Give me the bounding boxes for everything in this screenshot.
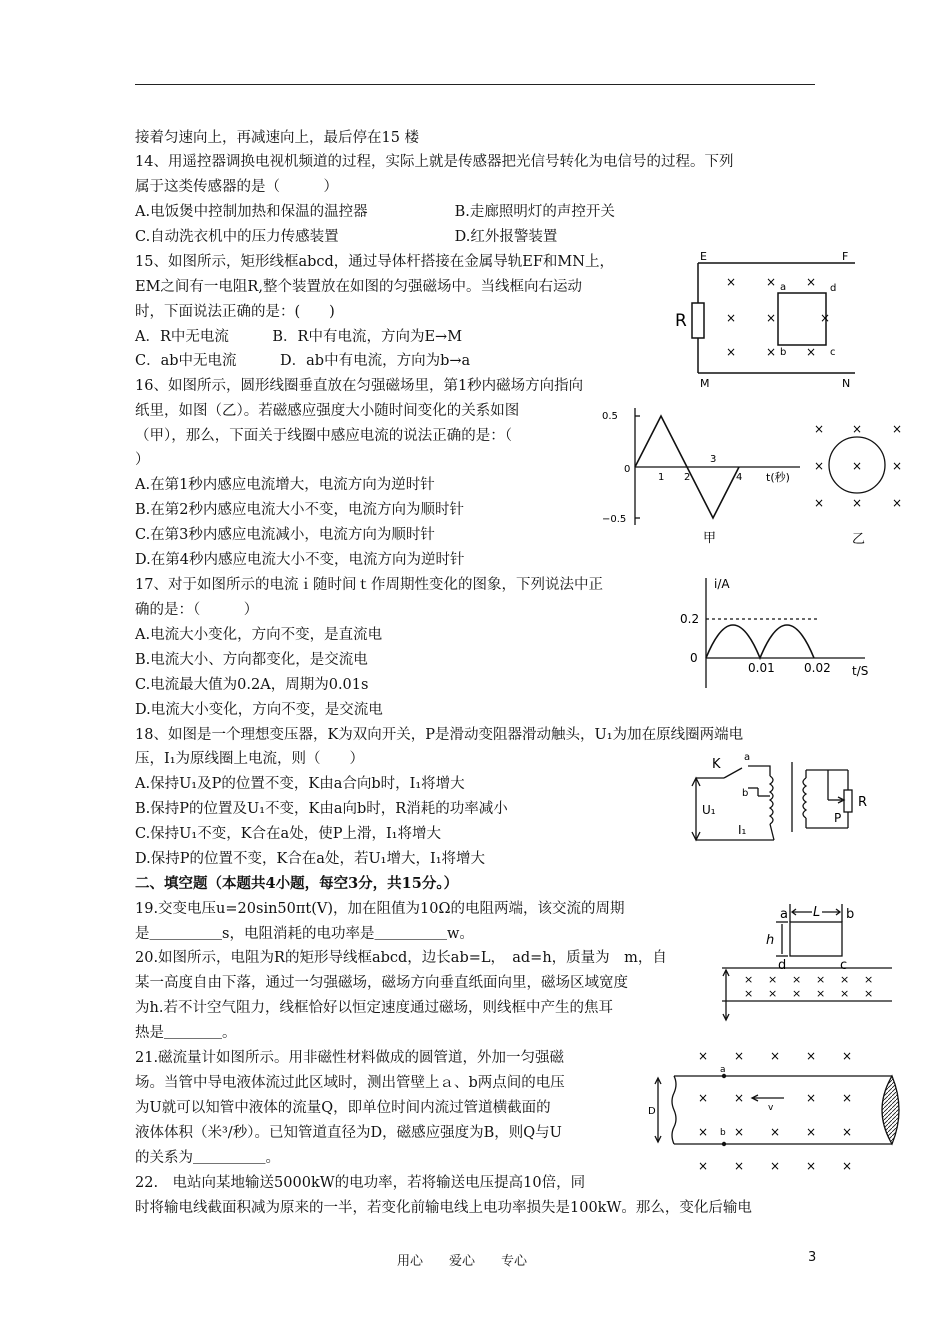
section-heading: 二、填空题（本题共4小题，每空3分，共15分。） [135, 875, 459, 892]
label-d: d [778, 958, 787, 973]
question-18: 18、如图是一个理想变压器，K为双向开关，P是滑动变阻器滑动触头，U₁为加在原线圈两端电 [135, 727, 744, 743]
option-line: C．ab中无电流 D．ab中有电流，方向为b→a [135, 353, 471, 369]
field-cross: × [842, 1049, 853, 1063]
q21-flowmeter-figure [644, 1044, 920, 1174]
y-tick-zero: 0 [690, 651, 698, 665]
label-I1: I₁ [738, 823, 747, 837]
field-cross: × [806, 275, 817, 289]
text-line: 确的是：（ ） [135, 602, 259, 618]
label-c: c [840, 958, 848, 973]
label-b: b [742, 788, 749, 799]
label-U1: U₁ [702, 803, 716, 817]
field-cross: × [698, 1049, 709, 1063]
footer-motto: 用心 爱心 专心 [397, 1254, 528, 1269]
option-line: D.在第4秒内感应电流大小不变，电流方向为逆时针 [135, 552, 465, 568]
text-line: 热是＿＿＿＿。 [135, 1025, 237, 1041]
text-line: ） [135, 452, 150, 468]
field-cross: × [792, 987, 802, 1000]
question-21: 21.磁流量计如图所示。用非磁性材料做成的圆管道，外加一匀强磁 [135, 1050, 565, 1066]
label-a: a [780, 907, 788, 922]
q17-current-graph [680, 572, 880, 692]
option-line: D.保持P的位置不变，K合在a处，若U₁增大，I₁将增大 [135, 851, 486, 867]
field-cross: × [816, 973, 826, 986]
label-b: b [846, 907, 855, 922]
text-line: 某一高度自由下落，通过一匀强磁场，磁场方向垂直纸面向里，磁场区域宽度 [135, 975, 628, 991]
field-cross: × [852, 496, 863, 510]
text-line: 属于这类传感器的是（ ） [135, 179, 338, 195]
y-tick-02: 0.2 [680, 612, 700, 626]
question-14: 14、用遥控器调换电视机频道的过程，实际上就是传感器把光信号转化为电信号的过程。下列 [135, 154, 734, 170]
label-d: d [830, 283, 837, 294]
q18-transformer-figure [688, 748, 888, 848]
caption-jia: 甲 [703, 531, 717, 546]
y-tick-bottom: −0.5 [602, 514, 627, 525]
x-axis-label: t(秒) [766, 471, 790, 484]
field-cross: × [820, 311, 831, 325]
text-line: （甲），那么，下面关于线圈中感应电流的说法正确的是：（ [135, 428, 512, 444]
option-line: C.在第3秒内感应电流减小，电流方向为顺时针 [135, 527, 435, 543]
option-line: C.保持U₁不变，K合在a处，使P上滑，I₁将增大 [135, 826, 441, 842]
field-cross: × [734, 1091, 745, 1105]
x-tick-3: 3 [710, 454, 717, 465]
electrode-b-dot [722, 1142, 726, 1146]
field-cross: × [726, 345, 737, 359]
field-cross: × [734, 1125, 745, 1139]
label-h: h [766, 933, 775, 948]
x-tick-4: 4 [736, 472, 743, 483]
field-cross: × [816, 987, 826, 1000]
label-D: D [648, 1106, 656, 1117]
label-b: b [780, 347, 787, 358]
y-axis-label: i/A [714, 577, 730, 591]
field-cross: × [768, 973, 778, 986]
label-L: L [813, 905, 821, 920]
q16-graph-jia [600, 400, 805, 548]
label-R: R [675, 311, 687, 331]
x-axis-label: t/S [852, 664, 869, 678]
field-cross: × [744, 973, 754, 986]
text-line: 是＿＿＿＿＿s，电阻消耗的电功率是＿＿＿＿＿w。 [135, 926, 474, 942]
option-line: A．R中无电流 B．R中有电流，方向为E→M [135, 329, 463, 345]
field-cross: × [768, 987, 778, 1000]
text-line: 压，I₁为原线圈上电流，则（ ） [135, 751, 365, 767]
question-16: 16、如图所示，圆形线圈垂直放在匀强磁场里，第1秒内磁场方向指向 [135, 378, 584, 394]
field-cross: × [806, 1091, 817, 1105]
field-cross: × [892, 422, 903, 436]
field-cross: × [840, 987, 850, 1000]
x-tick-002: 0.02 [804, 661, 831, 675]
field-cross: × [770, 1049, 781, 1063]
field-cross: × [864, 987, 874, 1000]
field-cross: × [864, 973, 874, 986]
text-line: 纸里，如图（乙）。若磁感应强度大小随时间变化的关系如图 [135, 403, 520, 419]
field-cross: × [726, 275, 737, 289]
page-number: 3 [808, 1250, 817, 1265]
text-line: 液体体积（米³/秒）。已知管道直径为D，磁感应强度为B，则Q与U [135, 1125, 562, 1141]
x-tick-001: 0.01 [748, 661, 775, 675]
field-cross: × [840, 973, 850, 986]
y-tick-top: 0.5 [602, 411, 618, 422]
field-cross: × [842, 1159, 853, 1173]
field-cross: × [698, 1125, 709, 1139]
question-15: 15、如图所示，矩形线框abcd，通过导体杆搭接在金属导轨EF和MN上， [135, 254, 614, 270]
y-tick-zero: 0 [624, 464, 631, 475]
text-line: EM之间有一电阻R,整个装置放在如图的匀强磁场中。当线框向右运动 [135, 279, 582, 295]
label-M: M [700, 377, 710, 390]
field-cross: × [814, 496, 825, 510]
q16-coil-yi [812, 415, 912, 550]
option-line: C.自动洗衣机中的压力传感装置 D.红外报警装置 [135, 229, 558, 245]
caption-yi: 乙 [852, 532, 866, 547]
field-cross: × [806, 1159, 817, 1173]
field-cross: × [770, 1159, 781, 1173]
field-cross: × [734, 1049, 745, 1063]
label-E: E [700, 250, 707, 263]
label-a: a [720, 1065, 726, 1075]
field-cross: × [806, 345, 817, 359]
option-line: A.电流大小变化，方向不变，是直流电 [135, 627, 383, 643]
field-cross: × [766, 311, 777, 325]
text-line: 为U就可以知管中液体的流量Q，即单位时间内流过管道横截面的 [135, 1100, 551, 1116]
field-cross: × [842, 1091, 853, 1105]
header-rule [135, 84, 815, 85]
field-cross: × [698, 1159, 709, 1173]
label-N: N [842, 377, 851, 390]
field-cross: × [792, 973, 802, 986]
text-line: 的关系为＿＿＿＿＿。 [135, 1150, 280, 1166]
field-cross: × [806, 1049, 817, 1063]
field-cross: × [806, 1125, 817, 1139]
option-line: D.电流大小变化，方向不变，是交流电 [135, 702, 383, 718]
field-cross: × [852, 422, 863, 436]
option-line: B.电流大小、方向都变化，是交流电 [135, 652, 368, 668]
text-line: 场。当管中导电液体流过此区域时，测出管壁上ａ、b两点间的电压 [135, 1075, 565, 1091]
text-line: 为h.若不计空气阻力，线框恰好以恒定速度通过磁场，则线框中产生的焦耳 [135, 1000, 613, 1016]
label-R: R [858, 795, 868, 810]
option-line: A.在第1秒内感应电流增大，电流方向为逆时针 [135, 477, 435, 493]
field-cross: × [852, 459, 863, 473]
field-cross: × [842, 1125, 853, 1139]
field-cross: × [726, 311, 737, 325]
option-line: B.保持P的位置及U₁不变，K由a向b时，R消耗的功率减小 [135, 801, 508, 817]
field-cross: × [770, 1125, 781, 1139]
option-line: B.在第2秒内感应电流大小不变，电流方向为顺时针 [135, 502, 464, 518]
label-b: b [720, 1128, 726, 1138]
option-line: A.保持U₁及P的位置不变，K由a合向b时，I₁将增大 [135, 776, 465, 792]
field-cross: × [766, 275, 777, 289]
field-cross: × [744, 987, 754, 1000]
field-cross: × [698, 1091, 709, 1105]
text-line: 时，下面说法正确的是：( ) [135, 304, 335, 320]
field-cross: × [892, 459, 903, 473]
question-20: 20.如图所示，电阻为R的矩形导线框abcd，边长ab=L， ad=h，质量为 m，自 [135, 950, 667, 966]
question-17: 17、对于如图所示的电流ｉ随时间ｔ作周期性变化的图象，下列说法中正 [135, 577, 603, 593]
field-cross: × [814, 459, 825, 473]
text-line: 时将输电线截面积减为原来的一半，若变化前输电线上电功率损失是100kW。那么，变化后输电 [135, 1200, 752, 1216]
x-tick-2: 2 [684, 472, 691, 483]
q20-frame-figure [712, 896, 902, 1024]
text-line: 接着匀速向上，再减速向上，最后停在15 楼 [135, 130, 420, 146]
question-22: 22. 电站向某地输送5000kW的电功率，若将输送电压提高10倍，同 [135, 1175, 586, 1191]
field-cross: × [734, 1159, 745, 1173]
field-cross: × [814, 422, 825, 436]
label-K: K [712, 757, 721, 772]
label-F: F [842, 250, 849, 263]
q15-circuit-figure [670, 248, 860, 393]
option-line: A.电饭煲中控制加热和保温的温控器 B.走廊照明灯的声控开关 [135, 204, 615, 220]
field-cross: × [892, 496, 903, 510]
label-c: c [830, 347, 836, 358]
label-v: v [768, 1103, 774, 1113]
question-19: 19.交变电压u=20sin50πt(V)，加在阻值为10Ω的电阻两端，该交流的周期 [135, 901, 625, 917]
label-a: a [744, 752, 751, 763]
label-a: a [780, 282, 787, 293]
x-tick-1: 1 [658, 472, 665, 483]
option-line: C.电流最大值为0.2A，周期为0.01s [135, 677, 369, 693]
label-P: P [834, 811, 842, 825]
field-cross: × [766, 345, 777, 359]
